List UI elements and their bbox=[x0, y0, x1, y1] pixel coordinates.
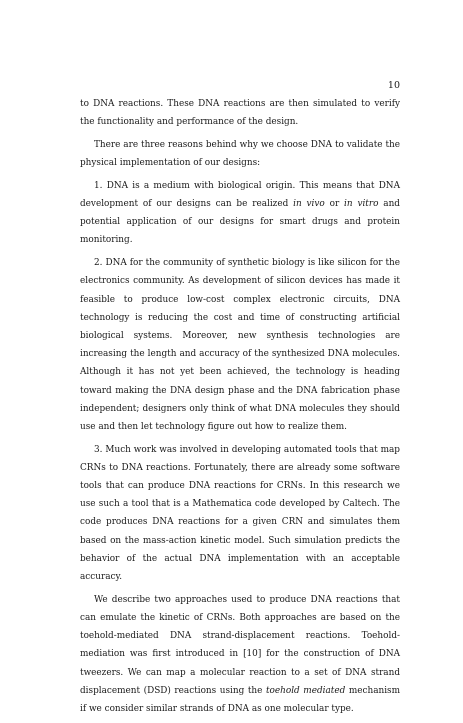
paragraph bbox=[80, 441, 400, 587]
text-run: 1. DNA is a medium with biological origin. This means that DNA development of our designs can be realized bbox=[80, 180, 400, 210]
italic-text: in vivo bbox=[293, 199, 325, 210]
italic-text: toehold mediated bbox=[265, 685, 346, 696]
body-text bbox=[80, 95, 400, 723]
text-run: to DNA reactions. These DNA reactions are then simulated to verify the functionality and performance of the design. bbox=[80, 99, 400, 128]
paragraph bbox=[80, 177, 400, 250]
paragraph bbox=[80, 95, 400, 131]
text-run: We describe two approaches used to produce DNA reactions that can emulate the kinetic of CRNs. Both approaches are based on the toehold-mediated DNA strand-displacement reactions. Toehold-mediation was first introduced in [10] for the construction of DNA tweezers. We can map a molecular reaction to a set of DNA strand displacement (DSD) reactions using the bbox=[80, 594, 400, 696]
italic-text: in vitro bbox=[344, 199, 379, 210]
text-run: or bbox=[324, 199, 345, 210]
text-run: mechanism if we consider similar strands of DNA as one molecular type. bbox=[80, 685, 401, 714]
text-run: There are three reasons behind why we choose DNA to validate the physical implementation of our designs: bbox=[80, 139, 400, 169]
paragraph bbox=[80, 136, 400, 172]
page-number: 10 bbox=[387, 80, 400, 91]
paragraph bbox=[80, 591, 400, 718]
paragraph bbox=[80, 254, 400, 436]
text-run: and potential application of our designs for smart drugs and protein monitoring. bbox=[80, 199, 400, 246]
text-run: 2. DNA for the community of synthetic biology is like silicon for the electronics community. As development of silicon devices has made it feasible to produce low-cost complex electronic circuits, DNA technology is reducing the cost and time of constructing artificial biological systems. Moreover, new synthesis technologies are increasing the length and accuracy of the synthesized DNA molecules. Although it has not yet been achieved, the technology is heading toward making the DNA design phase and the DNA fabrication phase independent; designers only think of what DNA molecules they should use and then let technology figure out how to realize them. bbox=[80, 258, 400, 432]
text-run: 3. Much work was involved in developing automated tools that map CRNs to DNA reactions. Fortunately, there are already some software tools that can produce DNA reactions for CRNs. In this research we use such a tool that is a Mathematica code developed by Caltech. The code produces DNA reactions for a given CRN and simulates them based on the mass-action kinetic model. Such simulation predicts the behavior of the actual DNA implementation with an acceptable accuracy. bbox=[80, 444, 400, 583]
